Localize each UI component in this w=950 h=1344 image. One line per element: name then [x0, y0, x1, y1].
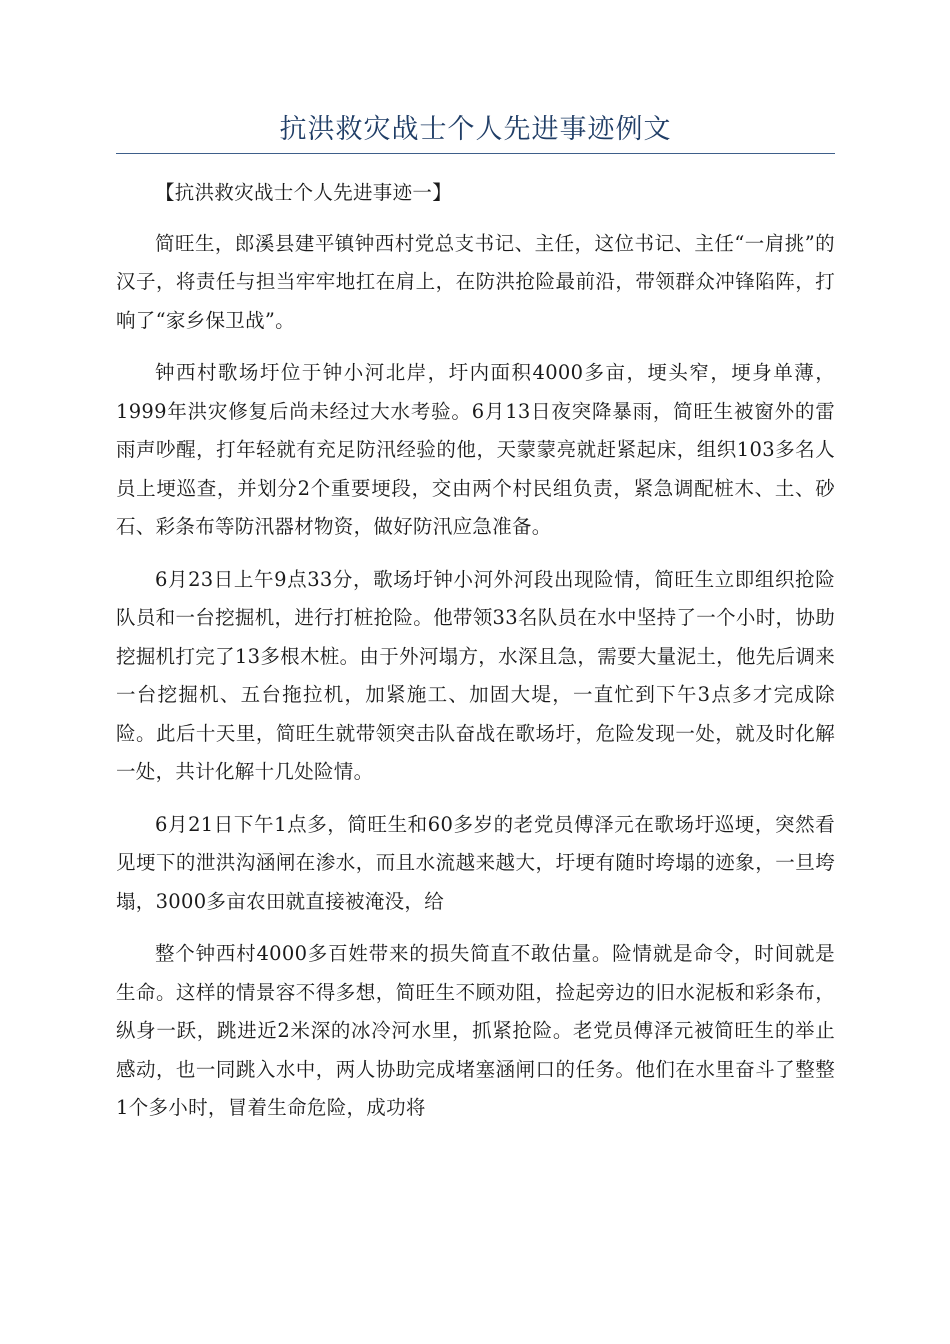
paragraph-5: 整个钟西村4000多百姓带来的损失简直不敢估量。险情就是命令，时间就是生命。这样的情景容不得多想，简旺生不顾劝阻，捡起旁边的旧水泥板和彩条布，纵身一跃，跳进近2米深的冰冷河水里，抓紧抢险。老党员傅泽元被简旺生的举止感动，也一同跳入水中，两人协助完成堵塞涵闸口的任务。他们在水里奋斗了整整1个多小时，冒着生命危险，成功将 — [116, 942, 835, 1119]
document-title: 抗洪救灾战士个人先进事迹例文 — [279, 114, 672, 145]
paragraph-1: 简旺生，郎溪县建平镇钟西村党总支书记、主任，这位书记、主任“一肩挑”的汉子，将责任与担当牢牢地扛在肩上，在防洪抢险最前沿，带领群众冲锋陷阵，打响了“家乡保卫战”。 — [116, 231, 835, 332]
title-divider — [116, 153, 835, 154]
document-body — [116, 174, 835, 1142]
paragraph-4: 6月21日下午1点多，简旺生和60多岁的老党员傅泽元在歌场圩巡埂，突然看见埂下的泄洪沟涵闸在渗水，而且水流越来越大，圩埂有随时垮塌的迹象，一旦垮塌，3000多亩农田就直接被淹没，给 — [116, 812, 835, 913]
section-heading: 【抗洪救灾战士个人先进事迹一】 — [155, 181, 453, 204]
paragraph-2: 钟西村歌场圩位于钟小河北岸，圩内面积4000多亩，埂头窄，埂身单薄，1999年洪灾修复后尚未经过大水考验。6月13日夜突降暴雨，简旺生被窗外的雷雨声吵醒，打年轻就有充足防汛经验的他，天蒙蒙亮就赶紧起床，组织103多名人员上埂巡查，并划分2个重要埂段，交由两个村民组负责，紧急调配桩木、土、砂石、彩条布等防汛器材物资，做好防汛应急准备。 — [116, 361, 835, 538]
paragraph-3: 6月23日上午9点33分，歌场圩钟小河外河段出现险情，简旺生立即组织抢险队员和一台挖掘机，进行打桩抢险。他带领33名队员在水中坚持了一个小时，协助挖掘机打完了13多根木桩。由于外河塌方，水深且急，需要大量泥土，他先后调来一台挖掘机、五台拖拉机，加紧施工、加固大堤，一直忙到下午3点多才完成除险。此后十天里，简旺生就带领突击队奋战在歌场圩，危险发现一处，就及时化解一处，共计化解十几处险情。 — [116, 567, 835, 783]
